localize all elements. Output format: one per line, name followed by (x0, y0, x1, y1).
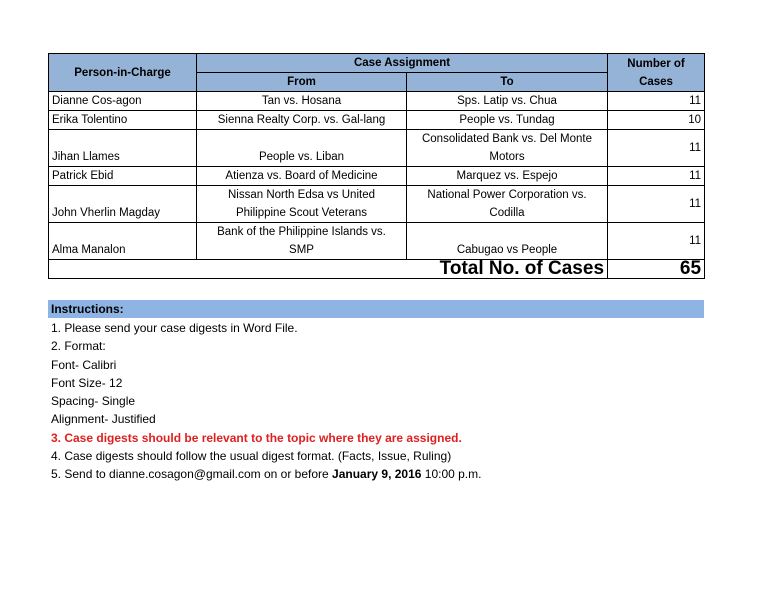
to-cell: Sps. Latip vs. Chua (407, 92, 608, 111)
to-line1: National Power Corporation vs. (427, 189, 587, 201)
table-row (49, 130, 705, 167)
from-cell: Atienza vs. Board of Medicine (197, 167, 407, 186)
count-cell: 11 (608, 130, 705, 167)
total-spacer (49, 260, 197, 279)
from-line1: Bank of the Philippine Islands vs. (217, 226, 386, 238)
instruction-line: Spacing- Single (51, 394, 136, 409)
person-cell: Dianne Cos-agon (49, 92, 197, 111)
count-cell: 10 (608, 111, 705, 130)
instructions-header: Instructions: (48, 300, 704, 318)
person-cell: John Vherlin Magday (49, 186, 197, 223)
number-header-line2: Cases (639, 75, 673, 88)
from-line2: SMP (289, 244, 314, 256)
instruction-line: 4. Case digests should follow the usual digest format. (Facts, Issue, Ruling) (51, 449, 452, 464)
to-cell (407, 186, 608, 223)
person-cell: Erika Tolentino (49, 111, 197, 130)
from-line1: Nissan North Edsa vs United (227, 189, 375, 201)
table-row (49, 167, 705, 186)
to-cell: Cabugao vs People (407, 223, 608, 260)
from-header: From (197, 73, 407, 92)
to-line2: Codilla (489, 207, 525, 219)
instruction-line: Font- Calibri (51, 357, 117, 372)
count-cell: 11 (608, 223, 705, 260)
instruction-line: 2. Format: (51, 339, 106, 354)
person-cell: Patrick Ebid (49, 167, 197, 186)
to-line1: Consolidated Bank vs. Del Monte (421, 133, 593, 145)
person-cell: Jihan Llames (49, 130, 197, 167)
instruction-line-highlight: 3. Case digests should be relevant to the topic where they are assigned. (51, 430, 462, 445)
person-cell: Alma Manalon (49, 223, 197, 260)
total-value: 65 (608, 260, 705, 279)
deadline-prefix: 5. Send to dianne.cosagon@gmail.com on or before (51, 467, 333, 482)
to-header: To (407, 73, 608, 92)
total-label: Total No. of Cases (197, 260, 608, 279)
total-row (49, 260, 705, 279)
to-line2: Motors (489, 151, 525, 163)
count-cell: 11 (608, 186, 705, 223)
number-header-line1: Number of (627, 57, 685, 70)
from-line2: Philippine Scout Veterans (235, 207, 368, 219)
case-assignment-table (48, 53, 705, 279)
header-row (49, 54, 705, 73)
from-cell: People vs. Liban (197, 130, 407, 167)
count-cell: 11 (608, 167, 705, 186)
instruction-line-deadline (51, 465, 481, 483)
deadline-date: January 9, 2016 (332, 467, 422, 482)
case-assignment-header: Case Assignment (197, 54, 608, 73)
number-of-cases-header (608, 54, 705, 92)
deadline-suffix: 10:00 p.m. (421, 467, 482, 482)
instruction-line: Font Size- 12 (51, 375, 123, 390)
table-row (49, 186, 705, 223)
from-cell: Tan vs. Hosana (197, 92, 407, 111)
from-cell (197, 186, 407, 223)
table-row (49, 92, 705, 111)
table-row (49, 111, 705, 130)
table-row (49, 223, 705, 260)
to-cell: Marquez vs. Espejo (407, 167, 608, 186)
instruction-line: Alignment- Justified (51, 412, 156, 427)
to-cell: People vs. Tundag (407, 111, 608, 130)
person-in-charge-header: Person-in-Charge (49, 54, 197, 92)
instructions-list (51, 319, 481, 484)
instruction-line: 1. Please send your case digests in Word File. (51, 321, 298, 335)
count-cell: 11 (608, 92, 705, 111)
from-cell (197, 223, 407, 260)
to-cell (407, 130, 608, 167)
from-cell: Sienna Realty Corp. vs. Gal-lang (197, 111, 407, 130)
